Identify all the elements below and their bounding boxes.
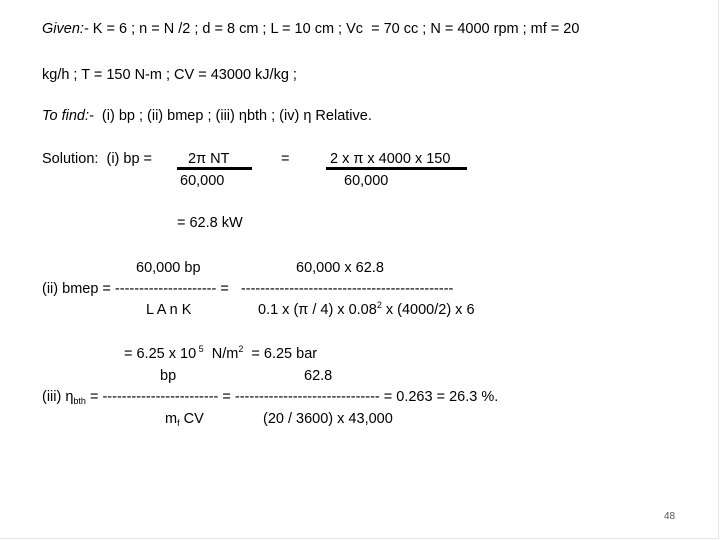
bmep-result-exp1: 5 — [196, 344, 204, 354]
bp-fraction2-numerator: 2 x π x 4000 x 150 — [330, 151, 451, 167]
given-text-1: K = 6 ; n = N /2 ; d = 8 cm ; L = 10 cm ; Vc = 70 cc ; N = 4000 rpm ; mf = 20 — [88, 21, 580, 37]
bth-label-a: (iii) η — [42, 389, 74, 405]
bp-fraction2-denominator: 60,000 — [344, 173, 389, 189]
bth-numerator-right: 62.8 — [304, 368, 333, 384]
bmep-numerator-right: 60,000 x 62.8 — [296, 260, 384, 276]
bmep-den-right-a: 0.1 x (π / 4) x 0.08 — [258, 302, 377, 318]
bth-denominator-right: (20 / 3600) x 43,000 — [263, 411, 393, 427]
bp-fraction2-bar — [326, 167, 467, 170]
bmep-den-right-b: x (4000/2) x 6 — [381, 302, 475, 318]
bmep-fraction-line: (ii) bmep = --------------------- = -------------------------------------------- — [42, 281, 454, 297]
bmep-denominator-right — [258, 301, 475, 319]
page-number: 48 — [664, 511, 676, 522]
bmep-numerator-left: 60,000 bp — [136, 260, 201, 276]
bth-den-left-a: m — [165, 411, 178, 427]
bth-label-sub: bth — [73, 396, 86, 406]
bth-numerator-left: bp — [160, 368, 177, 384]
bth-fraction-line — [42, 388, 498, 406]
bmep-result — [124, 345, 317, 363]
bmep-result-a: = 6.25 x 10 — [124, 346, 197, 362]
bmep-den-right-exp: 2 — [376, 300, 382, 310]
bmep-denominator-left: L A n K — [146, 302, 192, 318]
given-label: Given:- — [42, 21, 89, 37]
bth-denominator-left — [165, 410, 204, 428]
bth-den-left-sub: f — [177, 418, 180, 428]
bmep-result-c: = 6.25 bar — [243, 346, 318, 362]
bth-line-rest: = ------------------------ = ------------------------------ = 0.263 = 26.3 %. — [85, 389, 499, 405]
bmep-result-exp2: 2 — [238, 344, 244, 354]
bmep-result-b: N/m — [203, 346, 239, 362]
bp-equals: = — [281, 151, 290, 167]
bp-fraction1-bar — [177, 167, 252, 170]
bp-fraction1-numerator: 2π NT — [188, 151, 230, 167]
solution-label: Solution: (i) bp = — [42, 151, 153, 167]
bp-result: = 62.8 kW — [177, 215, 243, 231]
given-line-2: kg/h ; T = 150 N-m ; CV = 43000 kJ/kg ; — [42, 67, 297, 83]
to-find-label: To find:- — [42, 108, 94, 124]
to-find-text: (i) bp ; (ii) bmep ; (iii) ηbth ; (iv) η Relative. — [93, 108, 372, 124]
bth-den-left-b: CV — [179, 411, 204, 427]
to-find-line — [42, 107, 372, 125]
bp-fraction1-denominator: 60,000 — [180, 173, 225, 189]
given-line-1 — [42, 20, 579, 38]
